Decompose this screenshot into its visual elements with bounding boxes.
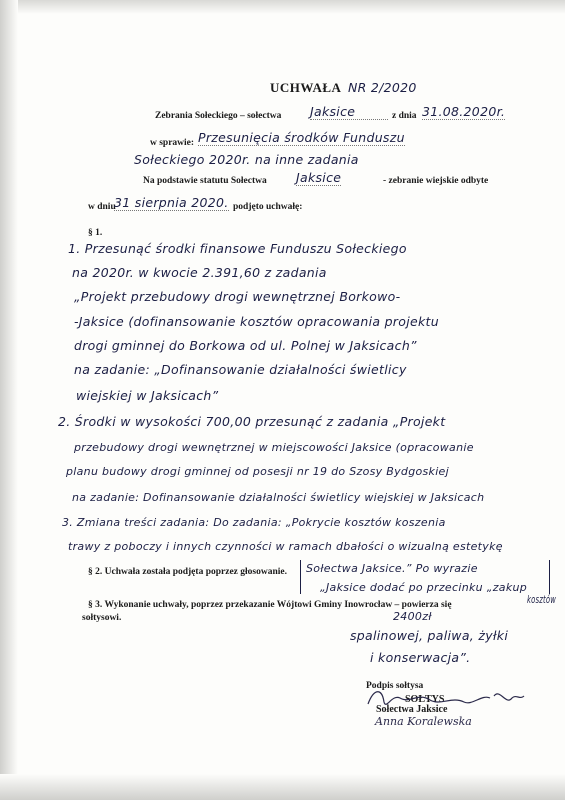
meeting-label: Zebrania Sołeckiego – sołectwa bbox=[155, 111, 282, 121]
section-2-text: § 2. Uchwała została podjęta poprzez głosowanie. bbox=[88, 567, 287, 577]
statute-suffix: - zebranie wiejskie odbyte bbox=[383, 176, 489, 186]
section-1-line: 2. Środki w wysokości 700,00 przesunąć z zadania „Projekt bbox=[58, 414, 446, 429]
stamp-village: Sołectwa Jaksice bbox=[376, 704, 448, 715]
resolution-number: NR 2/2020 bbox=[348, 80, 417, 95]
insert-line-2: „Jaksice dodać po przecinku „zakup bbox=[320, 581, 528, 594]
section-1-line: na zadanie: „Dofinansowanie działalności świetlicy bbox=[74, 362, 407, 377]
handwritten-signature bbox=[360, 684, 530, 714]
section-1-line: przebudowy drogi wewnętrznej w miejscowości Jaksice (opracowanie bbox=[74, 441, 474, 454]
section-1-line: wiejskiej w Jaksicach” bbox=[76, 388, 219, 403]
section-1-line: drogi gminnej do Borkowa od ul. Polnej w Jaksicach” bbox=[74, 338, 417, 353]
section-1-line: na 2020r. w kwocie 2.391,60 z zadania bbox=[72, 265, 327, 280]
section-1-line: -Jaksice (dofinansowanie kosztów opracowania projektu bbox=[74, 314, 439, 329]
village-name: Jaksice bbox=[310, 104, 388, 120]
statute-label: Na podstawie statutu Sołectwa bbox=[143, 176, 267, 186]
date-label: z dnia bbox=[392, 111, 417, 121]
adopted-label: podjęto uchwałę: bbox=[233, 202, 303, 212]
insert-continuation-2: i konserwacja”. bbox=[370, 650, 471, 665]
section-1-line: trawy z poboczy i innych czynności w ramach dbałości o wizualną estetykę bbox=[68, 540, 503, 553]
handwritten-amount: 2400zł bbox=[393, 610, 432, 623]
scan-edge bbox=[0, 774, 565, 800]
subject-label: w sprawie: bbox=[150, 138, 195, 148]
signature-label: Podpis sołtysa bbox=[366, 681, 424, 691]
section-1-line: na zadanie: Dofinansowanie działalności świetlicy wiejskiej w Jaksicach bbox=[72, 491, 485, 504]
section-1-line: 1. Przesunąć środki finansowe Funduszu Sołeckiego bbox=[68, 241, 407, 256]
stamp-title: SOŁTYS bbox=[405, 694, 445, 705]
soltys-name: Anna Koralewska bbox=[375, 715, 472, 728]
margin-note: kosztów bbox=[527, 593, 556, 606]
subject-line-1: Przesunięcia środków Funduszu bbox=[198, 130, 405, 145]
statute-village: Jaksice bbox=[296, 170, 342, 185]
section-1-line: planu budowy drogi gminnej od posesji nr 19 do Szosy Bydgoskiej bbox=[66, 465, 449, 478]
subject-line-2: Sołeckiego 2020r. na inne zadania bbox=[134, 152, 359, 167]
scan-edge bbox=[0, 0, 18, 800]
scan-edge bbox=[0, 0, 565, 14]
section-3-text: § 3. Wykonanie uchwały, poprzez przekazanie Wójtowi Gminy Inowrocław – powierza się bbox=[88, 600, 452, 610]
insert-line-1: Sołectwa Jaksice.” Po wyrazie bbox=[306, 562, 478, 575]
meeting-date: 31.08.2020r. bbox=[422, 104, 506, 119]
session-date-label: w dniu bbox=[88, 202, 116, 212]
section-1-line: „Projekt przebudowy drogi wewnętrznej Borkowo- bbox=[74, 289, 401, 304]
document-title: UCHWAŁA bbox=[270, 80, 342, 95]
session-date: 31 sierpnia 2020. bbox=[114, 195, 229, 210]
section-1-label: § 1. bbox=[88, 228, 103, 238]
section-1-line: 3. Zmiana treści zadania: Do zadania: „Pokrycie kosztów koszenia bbox=[62, 516, 446, 529]
insert-continuation-1: spalinowej, paliwa, żyłki bbox=[350, 628, 509, 643]
section-3-text-cont: sołtysowi. bbox=[82, 613, 122, 623]
